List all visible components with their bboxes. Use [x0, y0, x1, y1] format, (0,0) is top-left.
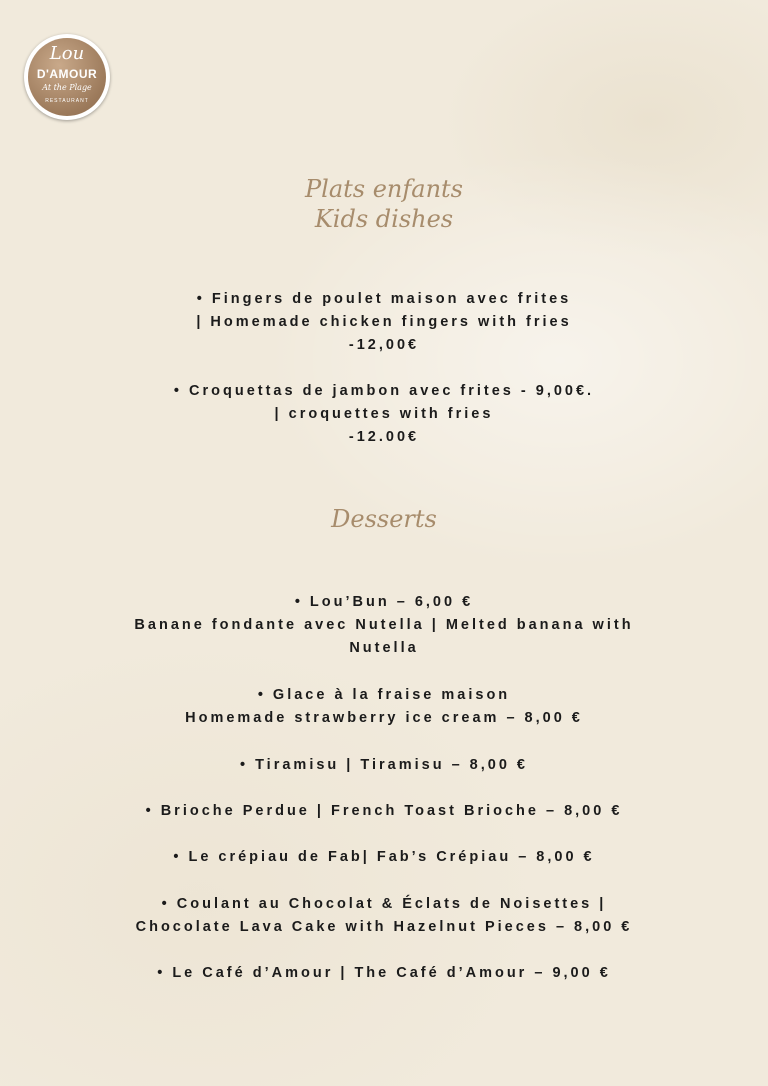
logo-small-text: RESTAURANT — [45, 98, 89, 104]
desserts-section-title: Desserts — [331, 505, 437, 533]
kids-item-chicken-fingers — [0, 288, 768, 357]
item-line: | Homemade chicken fingers with fries — [196, 314, 572, 330]
item-line: • Le crépiau de Fab| Fab’s Crépiau – 8,00 € — [173, 849, 595, 865]
dessert-item-crepiau — [0, 846, 768, 869]
logo-script-text: Lou — [49, 43, 85, 64]
dessert-item-lou-bun — [0, 591, 768, 660]
item-line: • Brioche Perdue | French Toast Brioche – 8,00 € — [145, 803, 623, 819]
kids-section-title-en: Kids dishes — [314, 205, 454, 233]
item-line: Chocolate Lava Cake with Hazelnut Pieces – 8,00 € — [135, 919, 633, 935]
item-line: • Fingers de poulet maison avec frites — [196, 291, 572, 307]
item-line: • Glace à la fraise maison — [257, 687, 511, 703]
item-line: | croquettes with fries — [274, 406, 494, 422]
logo-main-text: D'AMOUR — [36, 67, 98, 81]
kids-item-croquettas — [0, 380, 768, 449]
item-line: • Le Café d’Amour | The Café d’Amour – 9,00 € — [157, 965, 611, 981]
item-line: Banane fondante avec Nutella | Melted banana with — [134, 617, 634, 633]
logo-sub-text: At the Plage — [42, 83, 92, 92]
item-price: -12.00€ — [348, 429, 420, 445]
item-line: • Croquettas de jambon avec frites - 9,00€. — [173, 383, 595, 399]
item-line: Nutella — [349, 640, 419, 656]
item-line: Homemade strawberry ice cream – 8,00 € — [185, 710, 583, 726]
dessert-item-brioche — [0, 800, 768, 823]
item-line: • Lou’Bun – 6,00 € — [294, 594, 474, 610]
item-price: -12,00€ — [348, 337, 420, 353]
kids-section-title-fr: Plats enfants — [305, 175, 463, 203]
logo-badge — [28, 38, 106, 116]
dessert-item-cafe-amour — [0, 962, 768, 985]
dessert-item-tiramisu — [0, 754, 768, 777]
dessert-item-glace-fraise — [0, 684, 768, 730]
item-line: • Coulant au Chocolat & Éclats de Noisettes | — [161, 896, 607, 912]
item-line: • Tiramisu | Tiramisu – 8,00 € — [239, 757, 528, 773]
restaurant-logo — [24, 34, 110, 120]
dessert-item-coulant — [0, 893, 768, 939]
